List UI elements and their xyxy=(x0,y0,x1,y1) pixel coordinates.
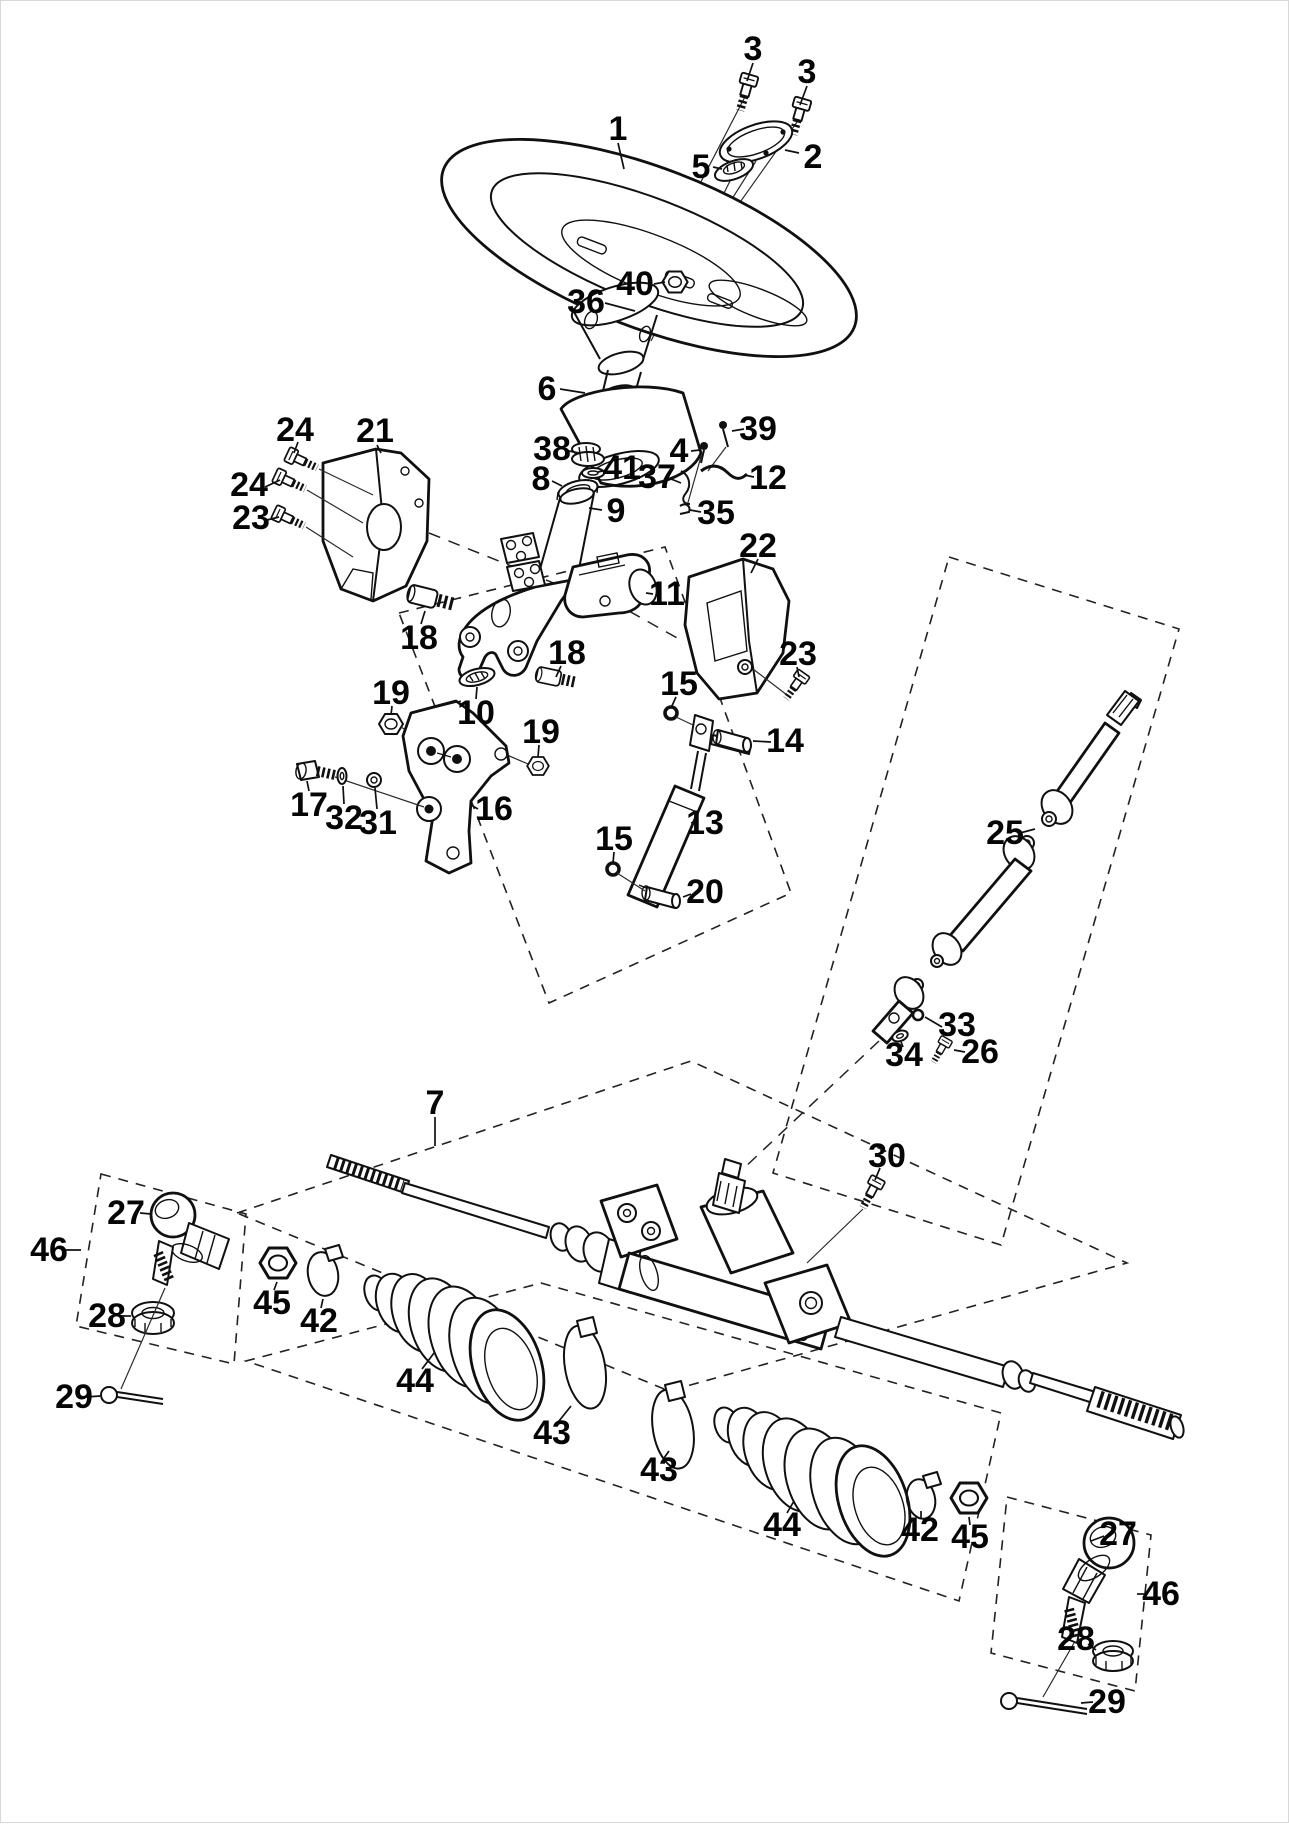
part-number-label: 33 xyxy=(938,1006,976,1044)
part-number-label: 25 xyxy=(986,814,1024,852)
part-screw-39 xyxy=(708,421,728,471)
leader-line xyxy=(560,389,585,393)
part-number-label: 10 xyxy=(457,694,495,732)
part-number-label: 45 xyxy=(253,1284,291,1322)
part-number-label: 44 xyxy=(763,1506,801,1544)
part-clip-33 xyxy=(913,1010,923,1020)
part-ring-nut-left xyxy=(132,1302,174,1334)
part-number-label: 18 xyxy=(548,634,586,672)
part-number-label: 17 xyxy=(290,786,328,824)
part-number-label: 43 xyxy=(533,1414,571,1452)
part-number-label: 40 xyxy=(616,265,654,303)
part-grommet-38 xyxy=(572,443,604,466)
part-nut-19a xyxy=(379,714,403,734)
oring-guide-line xyxy=(676,717,693,725)
part-link-rod-12 xyxy=(701,466,747,478)
part-cover-right xyxy=(685,559,789,699)
part-screw-23a xyxy=(271,505,308,533)
part-number-label: 2 xyxy=(803,138,823,176)
part-clamp-42a xyxy=(304,1245,343,1298)
part-ignition-lock xyxy=(565,553,662,617)
part-stud-18a xyxy=(405,584,457,613)
part-number-label: 8 xyxy=(531,460,551,498)
leader-line xyxy=(691,450,700,451)
group-boxes-layer xyxy=(76,547,1179,1691)
part-number-label: 14 xyxy=(766,722,804,760)
part-cover-left xyxy=(323,449,429,601)
part-number-label: 6 xyxy=(537,370,557,408)
part-nut-45b xyxy=(951,1483,987,1513)
part-number-label: 21 xyxy=(356,412,394,450)
part-number-label: 13 xyxy=(686,804,724,842)
part-nut-40 xyxy=(662,272,687,293)
part-number-label: 46 xyxy=(1142,1575,1180,1613)
part-washer-41 xyxy=(582,468,604,478)
part-number-label: 30 xyxy=(868,1137,906,1175)
part-number-label: 5 xyxy=(691,148,711,186)
leader-line xyxy=(785,150,799,153)
part-number-label: 19 xyxy=(372,674,410,712)
part-number-label: 1 xyxy=(608,110,628,148)
part-nut-31 xyxy=(367,773,381,787)
part-number-label: 35 xyxy=(697,494,735,532)
bolt-guide-line xyxy=(807,1209,863,1263)
part-number-label: 29 xyxy=(55,1378,93,1416)
part-number-label: 24 xyxy=(230,466,268,504)
group-box xyxy=(773,557,1179,1245)
part-bellows-right xyxy=(710,1402,923,1565)
part-screw-3a xyxy=(732,72,759,112)
part-number-label: 45 xyxy=(951,1518,989,1556)
part-screw-23b xyxy=(780,669,810,703)
part-clamp-43a xyxy=(558,1317,612,1412)
part-number-label: 11 xyxy=(649,575,685,613)
part-number-label: 7 xyxy=(425,1084,445,1122)
part-number-label: 20 xyxy=(686,873,724,911)
part-number-label: 15 xyxy=(660,665,698,703)
part-number-label: 38 xyxy=(533,430,571,468)
part-number-label: 42 xyxy=(901,1511,939,1549)
group-box xyxy=(237,1061,1127,1391)
part-bolt-30 xyxy=(856,1175,885,1211)
part-number-label: 22 xyxy=(739,527,777,565)
part-pin-14 xyxy=(713,730,751,752)
part-number-label: 31 xyxy=(359,804,397,842)
part-number-label: 46 xyxy=(30,1231,68,1269)
part-number-label: 4 xyxy=(669,432,689,470)
part-bellows-left xyxy=(360,1267,557,1430)
part-screw-24a xyxy=(284,447,321,475)
part-number-label: 28 xyxy=(88,1297,126,1335)
part-number-label: 23 xyxy=(232,499,270,537)
part-number-label: 29 xyxy=(1088,1683,1126,1721)
part-number-label: 27 xyxy=(107,1194,145,1232)
part-number-label: 19 xyxy=(522,713,560,751)
part-number-label: 34 xyxy=(885,1036,923,1074)
part-nut-19b xyxy=(527,757,549,775)
part-number-label: 9 xyxy=(606,492,626,530)
part-intermediate-shaft xyxy=(873,691,1141,1043)
part-tie-rod-end-left xyxy=(151,1193,229,1285)
part-number-label: 3 xyxy=(797,53,817,91)
part-number-label: 37 xyxy=(638,458,676,496)
part-number-label: 15 xyxy=(595,820,633,858)
part-ring-nut-right xyxy=(1093,1641,1133,1671)
leader-line xyxy=(552,481,562,486)
part-number-label: 3 xyxy=(743,30,763,68)
part-number-label: 39 xyxy=(739,410,777,448)
part-number-label: 24 xyxy=(276,411,314,449)
part-number-label: 42 xyxy=(300,1302,338,1340)
part-number-label: 26 xyxy=(961,1033,999,1071)
part-number-label: 28 xyxy=(1057,1620,1095,1658)
part-number-label: 32 xyxy=(325,799,363,837)
part-number-label: 43 xyxy=(640,1451,678,1489)
part-number-label: 12 xyxy=(749,459,787,497)
part-nut-45a xyxy=(260,1248,296,1278)
part-number-label: 27 xyxy=(1099,1515,1137,1553)
part-number-label: 44 xyxy=(396,1362,434,1400)
part-oring-15a xyxy=(665,707,677,719)
exploded-diagram-canvas xyxy=(1,1,1289,1824)
part-clip-35 xyxy=(680,504,689,514)
part-number-label: 36 xyxy=(567,283,605,321)
part-number-label: 18 xyxy=(400,619,438,657)
shaft-to-rack-axis-dashed xyxy=(743,1041,879,1169)
part-washer-32 xyxy=(338,768,347,784)
part-number-label: 41 xyxy=(603,449,641,487)
part-number-label: 23 xyxy=(779,635,817,673)
part-number-label: 16 xyxy=(475,790,513,828)
